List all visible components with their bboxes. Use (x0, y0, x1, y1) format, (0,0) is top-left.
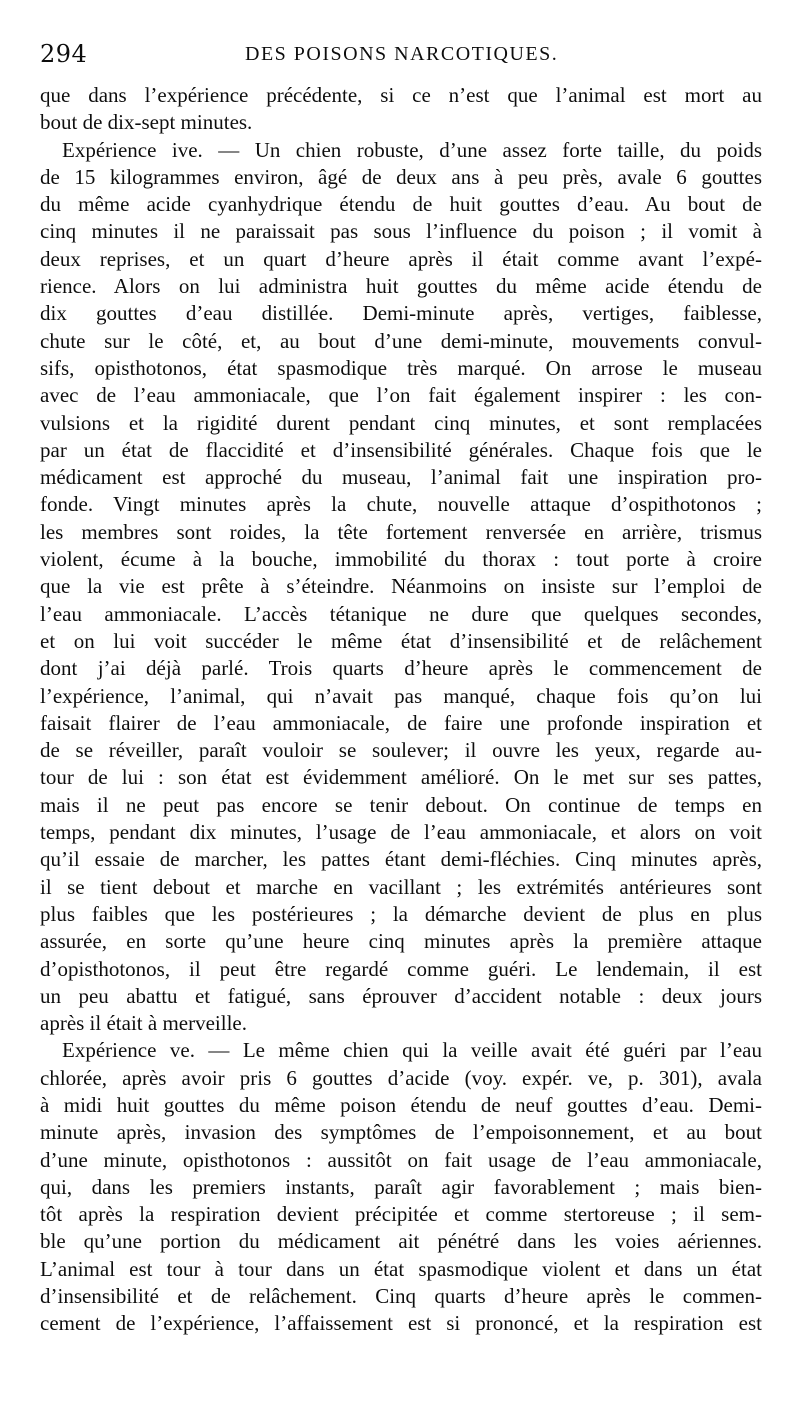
text-line: chute sur le côté, et, au bout d’une demi-minute, mouvements convul- (40, 328, 762, 353)
text-line: que la vie est prête à s’éteindre. Néanmoins on insiste sur l’emploi de (40, 574, 762, 599)
text-line: cement de l’expérience, l’affaissement est si prononcé, et la respiration est (40, 1311, 762, 1336)
text-line: Expérience ve. — Le même chien qui la veille avait été guéri par l’eau (62, 1038, 762, 1063)
text-line: ble qu’une portion du médicament ait pénétré dans les voies aériennes. (40, 1229, 762, 1254)
text-line: l’expérience, l’animal, qui n’avait pas manqué, chaque fois qu’on lui (40, 683, 762, 708)
text-line: il se tient debout et marche en vacillant ; les extrémités antérieures sont (40, 874, 762, 899)
text-line: sifs, opisthotonos, état spasmodique très marqué. On arrose le museau (40, 355, 762, 380)
text-line: deux reprises, et un quart d’heure après il était comme avant l’expé- (40, 246, 762, 271)
text-line: chlorée, après avoir pris 6 gouttes d’acide (voy. expér. ve, p. 301), avala (40, 1065, 762, 1090)
text-line: violent, écume à la bouche, immobilité du thorax : tout porte à croire (40, 547, 762, 572)
text-line: vulsions et la rigidité durent pendant cinq minutes, et sont remplacées (40, 410, 762, 435)
text-line: après il était à merveille. (40, 1011, 247, 1036)
text-line: temps, pendant dix minutes, l’usage de l’eau ammoniacale, et alors on voit (40, 820, 762, 845)
text-line: cinq minutes il ne paraissait pas sous l’influence du poison ; il vomit à (40, 219, 762, 244)
text-line: de 15 kilogrammes environ, âgé de deux ans à peu près, avale 6 gouttes (40, 164, 762, 189)
page-number: 294 (40, 40, 88, 68)
text-line: d’opisthotonos, il peut être regardé comme guéri. Le lendemain, il est (40, 956, 762, 981)
text-line: l’eau ammoniacale. L’accès tétanique ne dure que quelques secondes, (40, 601, 762, 626)
text-line: dix gouttes d’eau distillée. Demi-minute après, vertiges, faiblesse, (40, 301, 762, 326)
text-line: assurée, en sorte qu’une heure cinq minutes après la première attaque (40, 929, 762, 954)
text-line: qu’il essaie de marcher, les pattes étant demi-fléchies. Cinq minutes après, (40, 847, 762, 872)
text-line: bout de dix-sept minutes. (40, 110, 253, 135)
text-line: dont j’ai déjà parlé. Trois quarts d’heure après le commencement de (40, 656, 762, 681)
text-line: les membres sont roides, la tête fortement renversée en arrière, trismus (40, 519, 762, 544)
text-line: rience. Alors on lui administra huit gouttes du même acide étendu de (40, 274, 762, 299)
body-text (40, 82, 762, 1338)
text-line: par un état de flaccidité et d’insensibilité générales. Chaque fois que le (40, 437, 762, 462)
text-line: qui, dans les premiers instants, paraît agir favorablement ; mais bien- (40, 1174, 762, 1199)
text-line: plus faibles que les postérieures ; la démarche devient de plus en plus (40, 901, 762, 926)
text-line: mais il ne peut pas encore se tenir debout. On continue de temps en (40, 792, 762, 817)
text-line: médicament est approché du museau, l’animal fait une inspiration pro- (40, 465, 762, 490)
text-line: et on lui voit succéder le même état d’insensibilité et de relâchement (40, 628, 762, 653)
text-line: tour de lui : son état est évidemment amélioré. On le met sur ses pattes, (40, 765, 762, 790)
running-head: DES POISONS NARCOTIQUES. (245, 43, 559, 65)
text-line: de se réveiller, paraît vouloir se soulever; il ouvre les yeux, regarde au- (40, 738, 762, 763)
text-line: faisait flairer de l’eau ammoniacale, de faire une profonde inspiration et (40, 710, 762, 735)
text-line: d’insensibilité et de relâchement. Cinq quarts d’heure après le commen- (40, 1284, 762, 1309)
text-line: à midi huit gouttes du même poison étendu de neuf gouttes d’eau. Demi- (40, 1092, 762, 1117)
text-line: un peu abattu et fatigué, sans éprouver d’accident notable : deux jours (40, 983, 762, 1008)
text-line: tôt après la respiration devient précipitée et comme stertoreuse ; il sem- (40, 1202, 762, 1227)
page-header (40, 40, 760, 72)
text-line: minute après, invasion des symptômes de l’empoisonnement, et au bout (40, 1120, 762, 1145)
text-line: Expérience ive. — Un chien robuste, d’une assez forte taille, du poids (62, 137, 762, 162)
text-line: fonde. Vingt minutes après la chute, nouvelle attaque d’ospithotonos ; (40, 492, 762, 517)
text-line: d’une minute, opisthotonos : aussitôt on fait usage de l’eau ammoniacale, (40, 1147, 762, 1172)
text-line: L’animal est tour à tour dans un état spasmodique violent et dans un état (40, 1256, 762, 1281)
text-line: que dans l’expérience précédente, si ce n’est que l’animal est mort au (40, 83, 762, 107)
text-line: du même acide cyanhydrique étendu de huit gouttes d’eau. Au bout de (40, 192, 762, 217)
text-line: avec de l’eau ammoniacale, que l’on fait également inspirer : les con- (40, 383, 762, 408)
